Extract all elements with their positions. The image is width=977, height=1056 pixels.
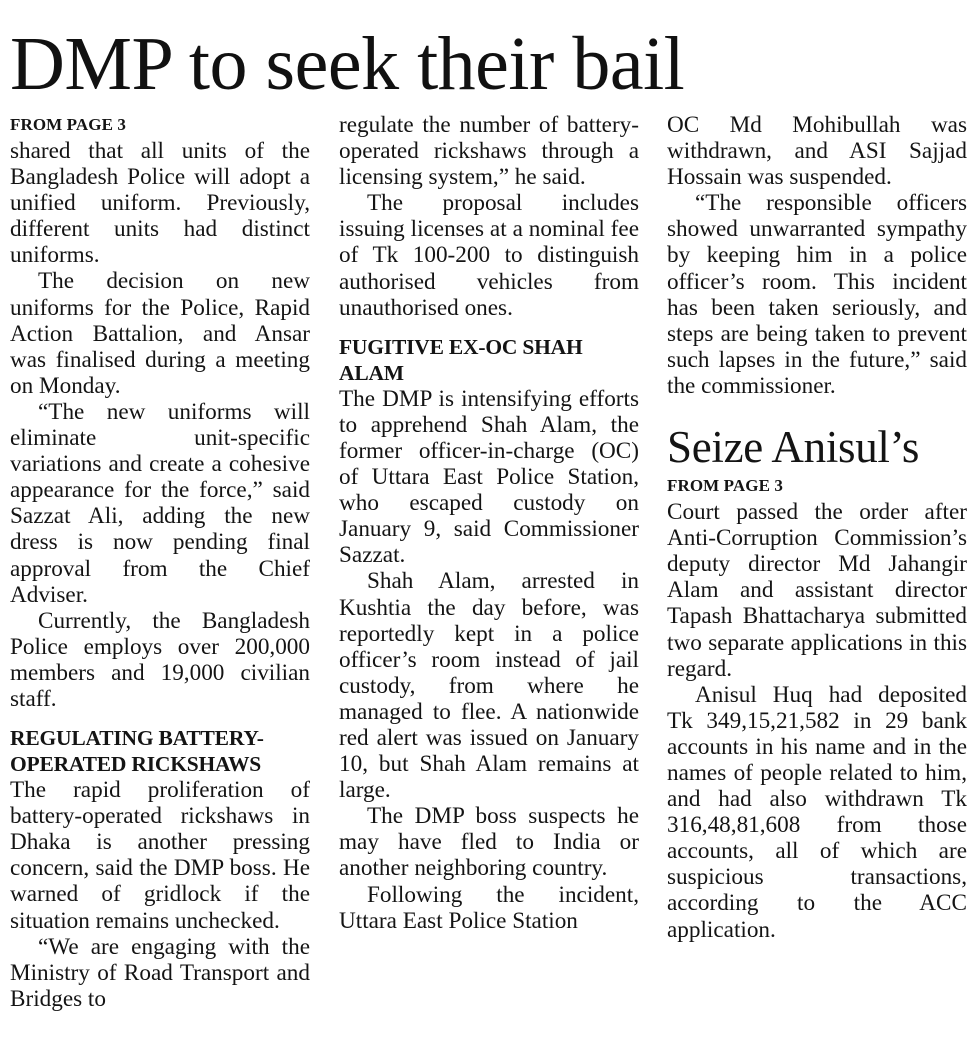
story-headline: Seize Anisul’s [667,422,920,473]
paragraph: “The new uniforms will eliminate unit-specific variations and create a cohesive appearance for the force,” said Sazzat Ali, adding the new dress is now pending final approval from the Chief Adviser. [10,398,310,608]
paragraph: The DMP is intensifying efforts to apprehend Shah Alam, the former officer-in-charge (OC) of Uttara East Police Station, who escaped custody on January 9, said Commissioner Sazzat. [339,385,639,569]
paragraph: regulate the number of battery-operated rickshaws through a licensing system,” he said. [339,112,639,191]
paragraph: “The responsible officers showed unwarranted sympathy by keeping him in a police officer’s room. This incident has been taken seriously, and steps are being taken to prevent such lapses in the future,” said the commissioner. [667,190,967,399]
paragraph: The rapid proliferation of battery-operated rickshaws in Dhaka is another pressing concern, said the DMP boss. He warned of gridlock if the situation remains unchecked. [10,777,310,934]
paragraph: Shah Alam, arrested in Kushtia the day before, was reportedly kept in a police officer’s room instead of jail custody, from where he managed to flee. A nationwide red alert was issued on January 10, but Shah Alam remains at large. [339,568,639,804]
paragraph: Following the incident, Uttara East Police Station [339,881,639,934]
paragraph: OC Md Mohibullah was withdrawn, and ASI Sajjad Hossain was suspended. [667,112,967,191]
column-3 [667,112,967,943]
paragraph: Anisul Huq had deposited Tk 349,15,21,582 in 29 bank accounts in his name and in the names of people related to him, and had also withdrawn Tk 316,48,81,608 from those accounts, all of which are suspicious transactions, according to the ACC application. [667,681,967,943]
main-headline: DMP to seek their bail [10,22,685,106]
paragraph: shared that all units of the Bangladesh Police will adopt a unified uniform. Previously, different units had distinct uniforms. [10,138,310,269]
continuation-kicker: FROM PAGE 3 [667,476,783,496]
column-1 [10,112,310,1012]
subheading: REGULATING BATTERY-OPERATED RICKSHAWS [10,726,264,777]
paragraph: The DMP boss suspects he may have fled to India or another neighboring country. [339,803,639,882]
column-2 [339,112,639,934]
subheading: FUGITIVE EX-OC SHAH ALAM [339,334,583,385]
paragraph: The decision on new uniforms for the Police, Rapid Action Battalion, and Ansar was finalised during a meeting on Monday. [10,268,310,399]
paragraph: Court passed the order after Anti-Corruption Commission’s deputy director Md Jahangir Alam and assistant director Tapash Bhattacharya submitted two separate applications in this regard. [667,499,967,682]
paragraph: The proposal includes issuing licenses at a nominal fee of Tk 100-200 to distinguish authorised vehicles from unauthorised ones. [339,190,639,321]
continuation-kicker: FROM PAGE 3 [10,115,126,134]
paragraph: Currently, the Bangladesh Police employs over 200,000 members and 19,000 civilian staff. [10,607,310,712]
paragraph: “We are engaging with the Ministry of Road Transport and Bridges to [10,933,310,1012]
